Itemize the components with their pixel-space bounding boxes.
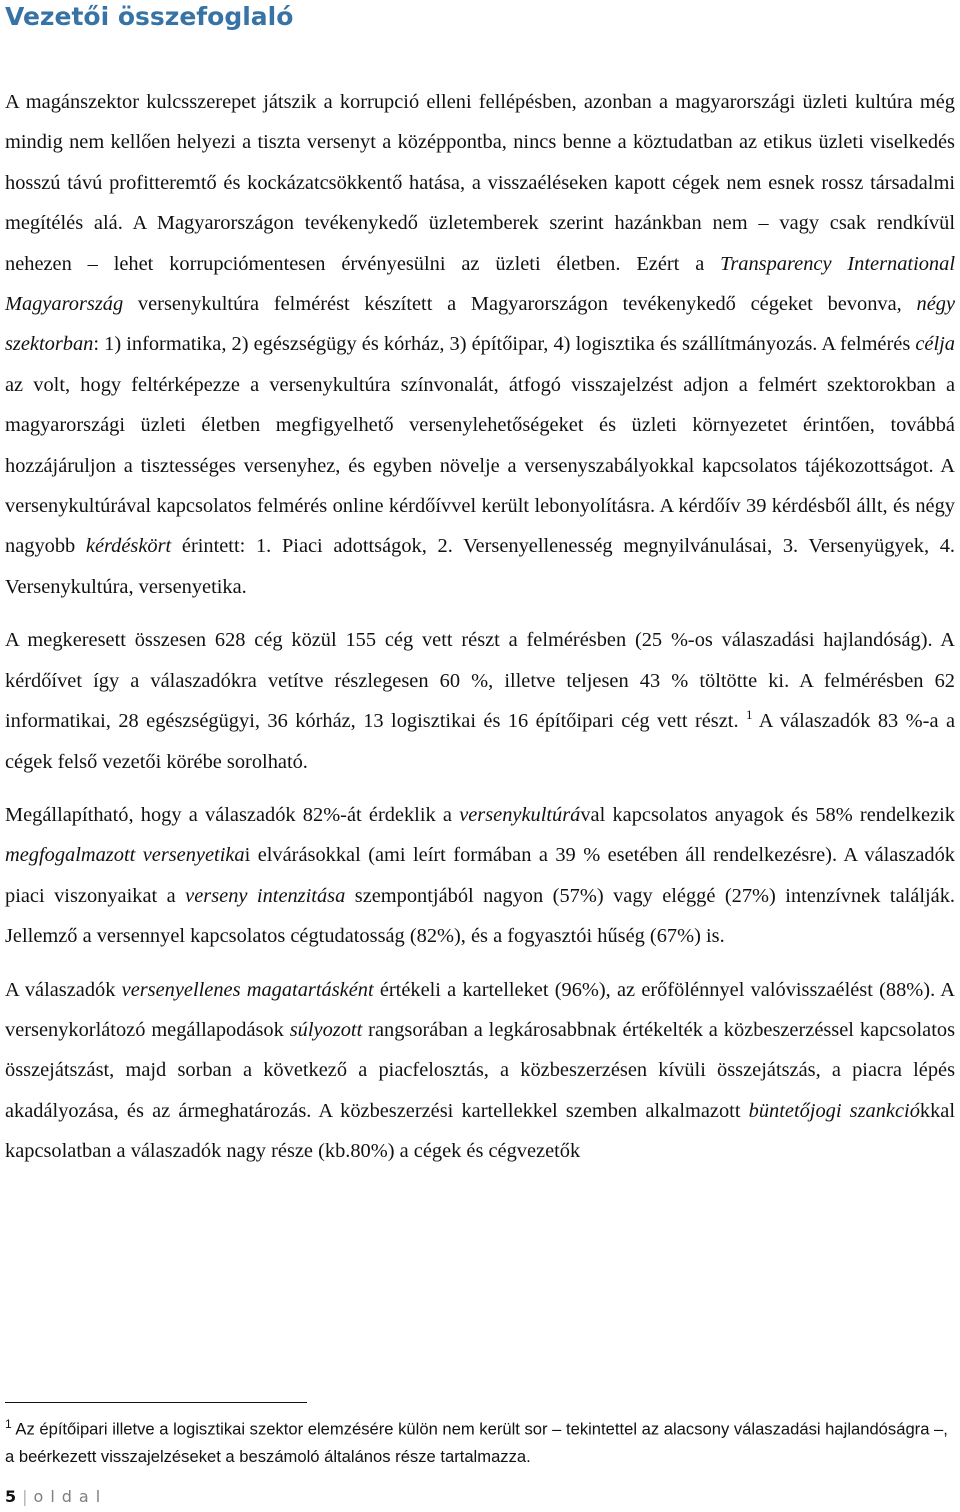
paragraph-anticompetitive: A válaszadók versenyellenes magatartásként értékeli a kartelleket (96%), az erőfölénnyel valóvisszaélést (88%). A versenykorlátozó megállapodások súlyozott rangsorában a legkárosabbnak értékelték a közbeszerzéssel kapcsolatos összejátszást, majd sorban a következő a piacfelosztás, a közbeszerzésen kívüli összejátszás, a piacra lépés akadályozása, és az ármeghatározás. A közbeszerzési kartellekkel szemben alkalmazott büntetőjogi szankciókkal kapcsolatban a válaszadók nagy része (kb.80%) a cégek és cégvezetők [5,978,956,1163]
footer-separator: | [22,1487,28,1506]
footnote-number: 1 [5,1417,12,1431]
paragraph-intro: A magánszektor kulcsszerepet játszik a korrupció elleni fellépésben, azonban a magyarországi üzleti kultúra még mindig nem kellően helyezi a tiszta versenyt a középpontba, nincs benne a köztudatban az etikus üzleti viselkedés hosszú távú profitteremtő és kockázatcsökkentő hatása, a visszaéléseken kapott cégek nem esnek rossz társadalmi megítélés alá. A Magyarországon tevékenykedő üzletemberek szerint hazánkban nem – vagy csak rendkívül nehezen – lehet korrupciómentesen érvényesülni az üzleti életben. Ezért a Transparency International Magyarország versenykultúra felmérést készített a Magyarországon tevékenykedő cégeket bevonva, négy szektorban: 1) informatika, 2) egészségügy és kórház, 3) építőipar, 4) logisztika és szállítmányozás. A felmérés célja az volt, hogy feltérképezze a versenykultúra színvonalát, átfogó visszajelzést adjon a felmért szektorokban a magyarországi üzleti életben megfigyelhető versenylehetőségeket és üzleti környezetet érintően, továbbá hozzájáruljon a tisztességes versenyhez, és egyben növelje a versenyszabályokkal kapcsolatos tájékozottságot. A versenykultúrával kapcsolatos felmérés online kérdőívvel került lebonyolításra. A kérdőív 39 kérdésből állt, és négy nagyobb kérdéskört érintett: 1. Piaci adottságok, 2. Versenyellenesség megnyilvánulásai, 3. Versenyügyek, 4. Versenykultúra, versenyetika. [5,91,956,598]
section-heading: Vezetői összefoglaló [5,2,294,31]
footnote-reference[interactable]: 1 [746,707,753,723]
footnote: $^1$ Az építőipari illetve a logisztikai szektor elemzésére külön nem került sor – tekintettel az alacsony válaszadási hajlandóságra –, a beérkezett visszajelzéseket a beszámoló általános része tartalmazza. [5,1417,948,1466]
page-number: 5 [5,1487,17,1506]
paragraph-participation: A megkeresett összesen 628 cég közül 155 cég vett részt a felmérésben (25 %-os válaszadási hajlandóság). A kérdőívet így a válaszadókra vetítve részlegesen 60 %, illetve teljesen 43 % töltötte ki. A felmérésben 62 informatikai, 28 egészségügyi, 36 kórház, 13 logisztikai és 16 építőipari cég vett részt. $^1$ A válaszadók 83 %-a a cégek felső vezetői körébe sorolható. [5,629,955,773]
paragraph-findings: Megállapítható, hogy a válaszadók 82%-át érdeklik a versenykultúrával kapcsolatos anyagok és 58% rendelkezik megfogalmazott versenyetikai elvárásokkal (ami leírt formában a 39 % esetében áll rendelkezésre). A válaszadók piaci viszonyaikat a verseny intenzitása szempontjából nagyon (57%) vagy eléggé (27%) intenzívnek találják. Jellemző a versennyel kapcsolatos cégtudatosság (82%), és a fogyasztói hűség (67%) is. [5,803,956,948]
page-footer [5,1485,107,1509]
footnote-divider [5,1402,307,1403]
page-word: oldal [33,1487,108,1506]
document-page [5,0,955,1172]
